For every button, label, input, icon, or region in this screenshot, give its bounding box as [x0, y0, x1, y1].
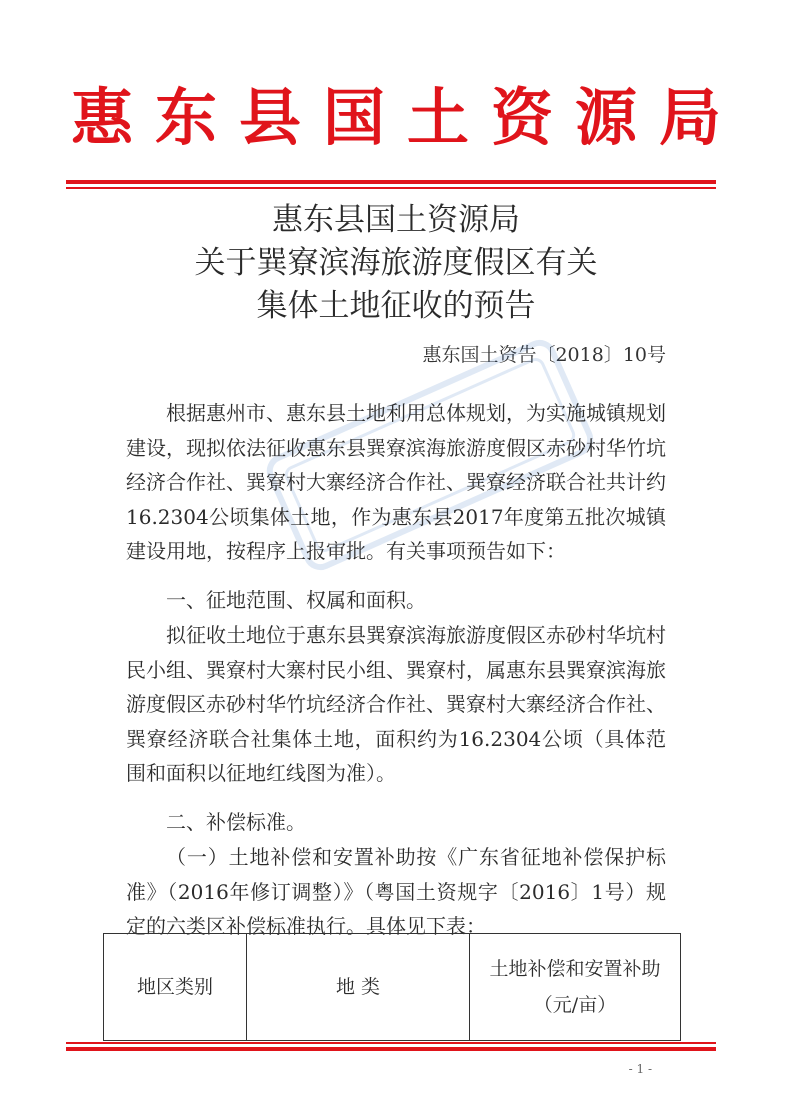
- paragraph-scope: 拟征收土地位于惠东县巽寮滨海旅游度假区赤砂村华坑村民小组、巽寮村大寨村民小组、巽寮村，属惠东县巽寮滨海旅游度假区赤砂村华竹坑经济合作社、巽寮村大寨经济合作社、巽寮经济联合社集体土地，面积约为16.2304公顷（具体范围和面积以征地红线图为准）。: [126, 623, 666, 786]
- section-heading-1: 一、征地范围、权属和面积。: [166, 588, 426, 612]
- bottom-red-rule-thin: [66, 1042, 716, 1044]
- bottom-red-rule-thick: [66, 1047, 716, 1051]
- table-header-compensation: [470, 934, 681, 1041]
- document-number: 惠东国土资告〔2018〕10号: [422, 344, 666, 366]
- section-heading-2: 二、补偿标准。: [166, 810, 306, 834]
- page-number: - 1 -: [628, 1062, 652, 1076]
- title-line-2: 关于巽寮滨海旅游度假区有关: [194, 245, 598, 281]
- title-line-1: 惠东县国土资源局: [272, 202, 520, 238]
- title-line-3: 集体土地征收的预告: [256, 288, 536, 324]
- compensation-label: 土地补偿和安置补助: [489, 958, 661, 980]
- compensation-unit: （元/亩）: [533, 994, 617, 1016]
- table-header-land-type: 地 类: [247, 934, 470, 1041]
- compensation-table: [103, 933, 681, 1041]
- table-header-region: 地区类别: [104, 934, 247, 1041]
- top-red-rule-thick: [66, 180, 716, 184]
- table-header-row: [104, 934, 681, 1041]
- top-red-rule-thin: [66, 187, 716, 189]
- paragraph-standard: （一）土地补偿和安置补助按《广东省征地补偿保护标准》（2016年修订调整）》（粤国土资规字〔2016〕1号）规定的六类区补偿标准执行。具体见下表：: [126, 845, 666, 939]
- masthead: 惠东县国土资源局: [70, 81, 743, 154]
- paragraph-intro: 根据惠州市、惠东县土地利用总体规划，为实施城镇规划建设，现拟依法征收惠东县巽寮滨海旅游度假区赤砂村华竹坑经济合作社、巽寮村大寨经济合作社、巽寮经济联合社共计约16.2304公顷集体土地，作为惠东县2017年度第五批次城镇建设用地，按程序上报审批。有关事项预告如下：: [126, 401, 666, 564]
